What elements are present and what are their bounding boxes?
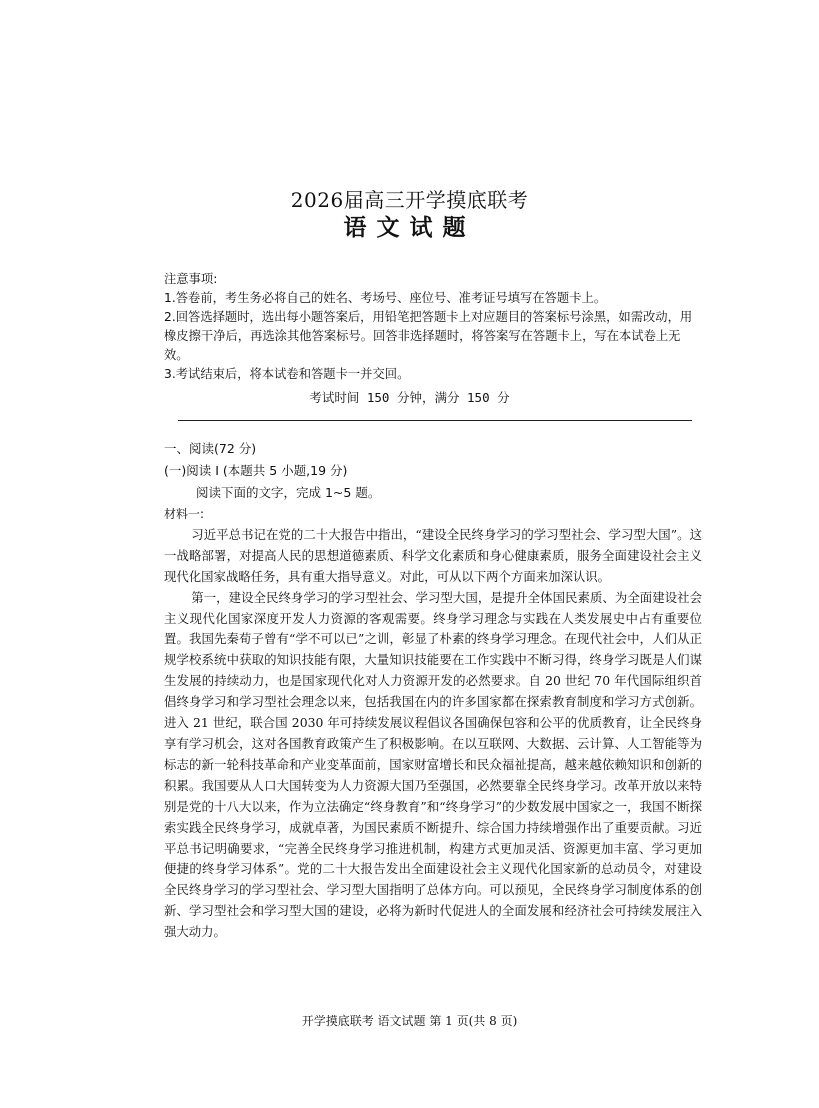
exam-title: 2026届高三开学摸底联考 xyxy=(290,188,529,212)
exam-subject-title: 语文试题 xyxy=(343,214,476,241)
notice-item: 2.回答选择题时，选出每小题答案后，用铅笔把答题卡上对应题目的答案标号涂黑，如需改动，用橡皮擦干净后，再选涂其他答案标号。回答非选择题时，将答案写在答题卡上，写在本试卷上无效。 xyxy=(164,310,693,362)
material-paragraph: 习近平总书记在党的二十大报告中指出，“建设全民终身学习的学习型社会、学习型大国”。这一战略部署，对提高人民的思想道德素质、科学文化素质和身心健康素质，服务全面建设社会主义现代化国家战略任务，具有重大指导意义。对此，可从以下两个方面来加深认识。 xyxy=(164,526,702,584)
page-footer: 开学摸底联考 语文试题 第 1 页(共 8 页) xyxy=(301,1014,518,1028)
reading-instruction: 阅读下面的文字，完成 1~5 题。 xyxy=(196,485,381,500)
part-title: (一)阅读 I (本题共 5 小题,19 分) xyxy=(164,463,348,478)
notice-item: 3.考试结束后，将本试卷和答题卡一并交回。 xyxy=(164,367,410,381)
material-paragraph: 第一，建设全民终身学习的学习型社会、学习型大国，是提升全体国民素质、为全面建设社会主义现代化国家深度开发人力资源的客观需要。终身学习理念与实践在人类发展史中占有重要位置。我国先秦荀子曾有“学不可以已”之训，彰显了朴素的终身学习理念。在现代社会中，人们从正规学校系统中获取的知识技能有限，大量知识技能要在工作实践中不断习得，终身学习既是人们谋生发展的持续动力，也是国家现代化对人力资源开发的必然要求。自 20 世纪 70 年代国际组织首倡终身学习和学习型社会理念以来，包括我国在内的许多国家都在探索教育制度和学习方式创新。进入 21 世纪，联合国 2030 年可持续发展议程倡议各国确保包容和公平的优质教育，让全民终身享有学习机会，这对各国教育政策产生了积极影响。在以互联网、大数据、云计算、人工智能等为标志的新一轮科技革命和产业变革面前，国家财富增长和民众福祉提高，越来越依赖知识和创新的积累。我国要从人口大国转变为人力资源大国乃至强国，必然要靠全民终身学习。改革开放以来特别是党的十八大以来，作为立法确定“终身教育”和“终身学习”的少数发展中国家之一，我国不断探索实践全民终身学习，成就卓著，为国民素质不断提升、综合国力持续增强作出了重要贡献。习近平总书记明确要求，“完善全民终身学习推进机制，构建方式更加灵活、资源更加丰富、学习更加便捷的终身学习体系”。党的二十大报告发出全面建设社会主义现代化国家新的总动员令，对建设全民终身学习的学习型社会、学习型大国指明了总体方向。可以预见，全民终身学习制度体系的创新、学习型社会和学习型大国的建设，必将为新时代促进人的全面发展和经济社会可持续发展注入强大动力。 xyxy=(164,589,702,940)
reading-material xyxy=(164,504,702,943)
material-label: 材料一: xyxy=(164,507,205,521)
notice-heading: 注意事项: xyxy=(164,272,218,286)
notice-item: 1.答卷前，考生务必将自己的姓名、考场号、座位号、准考证号填写在答题卡上。 xyxy=(164,291,607,305)
header-divider xyxy=(178,420,692,421)
notice-block xyxy=(164,270,700,384)
exam-time-info: 考试时间 150 分钟，满分 150 分 xyxy=(309,390,510,405)
section-title: 一、阅读(72 分) xyxy=(164,441,257,456)
